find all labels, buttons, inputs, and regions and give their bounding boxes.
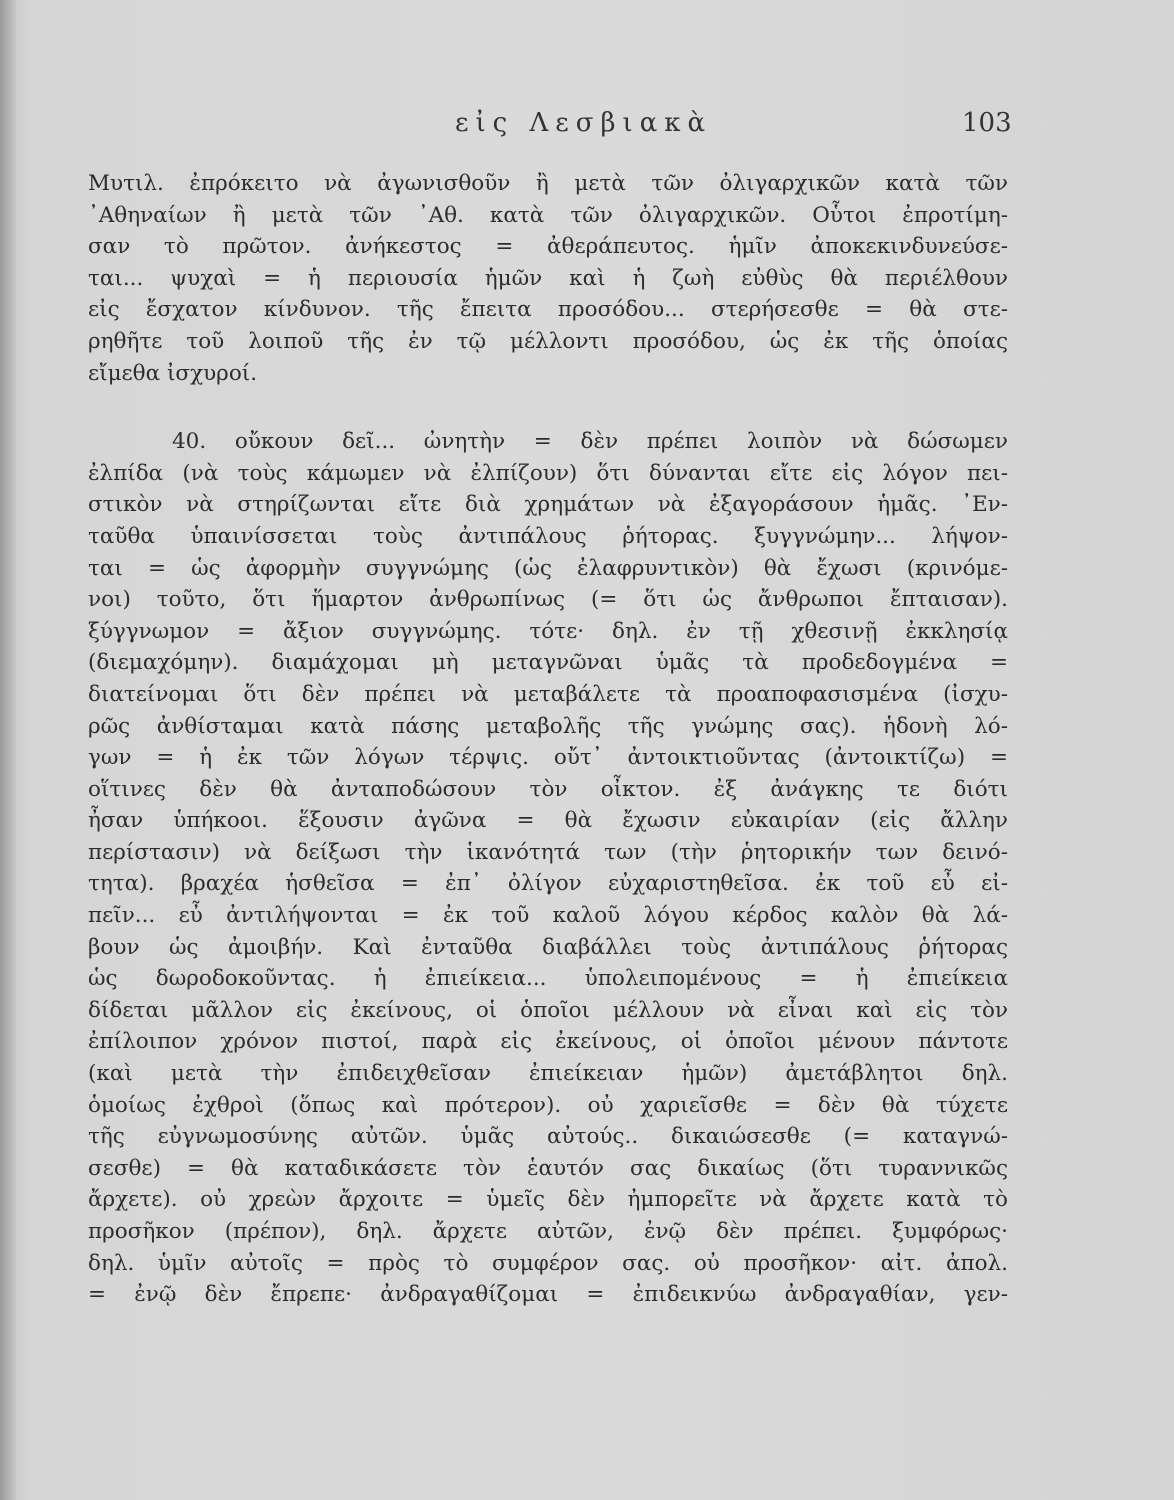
text-line: ξύγγνωμον = ἄξιον συγγνώμης. τότε· δηλ. ἐν τῇ χθεσινῇ ἐκκλησίᾳ xyxy=(88,618,1008,644)
running-head xyxy=(0,108,1174,148)
text-line: ρῶς ἀνθίσταμαι κατὰ πάσης μεταβολῆς τῆς γνώμης σας). ἡδονὴ λό- xyxy=(88,713,1008,739)
page-number: 103 xyxy=(962,108,1012,138)
text-line: = ἐνῷ δὲν ἔπρεπε· ἀνδραγαθίζομαι = ἐπιδεικνύω ἀνδραγαθίαν, γεν- xyxy=(88,1282,1008,1308)
text-line: ταῦθα ὑπαινίσσεται τοὺς ἀντιπάλους ῥήτορας. ξυγγνώμην... λήψον- xyxy=(88,523,1008,549)
text-line: διατείνομαι ὅτι δὲν πρέπει νὰ μεταβάλετε τὰ προαποφασισμένα (ἰσχυ- xyxy=(88,681,1008,707)
commentary-text xyxy=(88,168,1008,1311)
text-line: ἦσαν ὑπήκοοι. ἕξουσιν ἀγῶνα = θὰ ἔχωσιν εὐκαιρίαν (εἰς ἄλλην xyxy=(88,808,1008,834)
text-line: σεσθε) = θὰ καταδικάσετε τὸν ἑαυτόν σας δικαίως (ὅτι τυραννικῶς xyxy=(88,1155,1008,1181)
text-line: ται... ψυχαὶ = ἡ περιουσία ἡμῶν καὶ ἡ ζωὴ εὐθὺς θὰ περιέλθουν xyxy=(88,265,1008,291)
text-line: ἐλπίδα (νὰ τοὺς κάμωμεν νὰ ἐλπίζουν) ὅτι δύνανται εἴτε εἰς λόγον πει- xyxy=(88,460,1008,486)
paragraph-1 xyxy=(88,168,1008,389)
text-line: ὡς δωροδοκοῦντας. ἡ ἐπιείκεια... ὑπολειπομένους = ἡ ἐπιείκεια xyxy=(88,966,1008,992)
text-line: στικὸν νὰ στηρίζωνται εἴτε διὰ χρημάτων νὰ ἐξαγοράσουν ἡμᾶς. ᾿Εν- xyxy=(88,492,1008,518)
text-line: εἰς ἔσχατον κίνδυνον. τῆς ἔπειτα προσόδου... στερήσεσθε = θὰ στε- xyxy=(88,297,1008,323)
page-binding-edge xyxy=(0,0,16,1500)
text-line: οἵτινες δὲν θὰ ἀνταποδώσουν τὸν οἶκτον. ἐξ ἀνάγκης τε διότι xyxy=(88,776,1008,802)
text-line: βουν ὡς ἀμοιβήν. Καὶ ἐνταῦθα διαβάλλει τοὺς ἀντιπάλους ῥήτορας xyxy=(88,934,1008,960)
text-line: νοι) τοῦτο, ὅτι ἥμαρτον ἀνθρωπίνως (= ὅτι ὡς ἄνθρωποι ἔπταισαν). xyxy=(88,587,1008,613)
text-line: σαν τὸ πρῶτον. ἀνήκεστος = ἀθεράπευτος. ἡμῖν ἀποκεκινδυνεύσε- xyxy=(88,234,1008,260)
text-line: (διεμαχόμην). διαμάχομαι μὴ μεταγνῶναι ὑμᾶς τὰ προδεδογμένα = xyxy=(88,650,1008,676)
text-line: ἄρχετε). οὐ χρεὼν ἄρχοιτε = ὑμεῖς δὲν ἠμπορεῖτε νὰ ἄρχετε κατὰ τὸ xyxy=(88,1187,1008,1213)
text-line: ρηθῆτε τοῦ λοιποῦ τῆς ἐν τῷ μέλλοντι προσόδου, ὡς ἐκ τῆς ὁποίας xyxy=(88,328,1008,354)
text-line: ται = ὡς ἀφορμὴν συγγνώμης (ὡς ἐλαφρυντικὸν) θὰ ἔχωσι (κρινόμε- xyxy=(88,555,1008,581)
text-line: Μυτιλ. ἐπρόκειτο νὰ ἀγωνισθοῦν ἢ μετὰ τῶν ὀλιγαρχικῶν κατὰ τῶν xyxy=(88,171,1008,196)
running-head-title: εἰς Λεσβιακὰ xyxy=(455,108,713,138)
text-line: περίστασιν) νὰ δείξωσι τὴν ἱκανότητά των (τὴν ῥητορικήν των δεινό- xyxy=(88,839,1008,865)
text-line: (καὶ μετὰ τὴν ἐπιδειχθεῖσαν ἐπιείκειαν ἡμῶν) ἀμετάβλητοι δηλ. xyxy=(88,1061,1008,1087)
text-line: ὁμοίως ἐχθροὶ (ὅπως καὶ πρότερον). οὐ χαριεῖσθε = δὲν θὰ τύχετε xyxy=(88,1092,1008,1118)
text-line: 40. οὔκουν δεῖ... ὠνητὴν = δὲν πρέπει λοιπὸν νὰ δώσωμεν xyxy=(172,429,1008,455)
text-line: τῆς εὐγνωμοσύνης αὐτῶν. ὑμᾶς αὐτούς.. δικαιώσεσθε (= καταγνώ- xyxy=(88,1124,1008,1150)
text-line: εἴμεθα ἰσχυροί. xyxy=(88,360,258,386)
paragraph-2 xyxy=(88,426,1008,1311)
text-line: προσῆκον (πρέπον), δηλ. ἄρχετε αὐτῶν, ἐνῷ δὲν πρέπει. ξυμφόρως· xyxy=(88,1219,1008,1244)
text-line: γων = ἡ ἐκ τῶν λόγων τέρψις. οὔτ᾿ ἀντοικτιοῦντας (ἀντοικτίζω) = xyxy=(88,745,1008,771)
text-line: δίδεται μᾶλλον εἰς ἐκείνους, οἱ ὁποῖοι μέλλουν νὰ εἶναι καὶ εἰς τὸν xyxy=(88,997,1008,1023)
text-line: ἐπίλοιπον χρόνον πιστοί, παρὰ εἰς ἐκείνους, οἱ ὁποῖοι μένουν πάντοτε xyxy=(88,1029,1008,1055)
text-line: ᾿Αθηναίων ἢ μετὰ τῶν ᾿Αθ. κατὰ τῶν ὀλιγαρχικῶν. Οὗτοι ἐπροτίμη- xyxy=(88,202,1008,228)
text-line: πεῖν... εὖ ἀντιλήψονται = ἐκ τοῦ καλοῦ λόγου κέρδος καλὸν θὰ λά- xyxy=(88,903,1008,929)
paragraph-gap xyxy=(88,389,1008,426)
text-line: τητα). βραχέα ἡσθεῖσα = ἐπ᾿ ὀλίγον εὐχαριστηθεῖσα. ἐκ τοῦ εὖ εἰ- xyxy=(88,871,1008,897)
text-line: δηλ. ὑμῖν αὐτοῖς = πρὸς τὸ συμφέρον σας. οὐ προσῆκον· αἰτ. ἀπολ. xyxy=(88,1250,1008,1276)
